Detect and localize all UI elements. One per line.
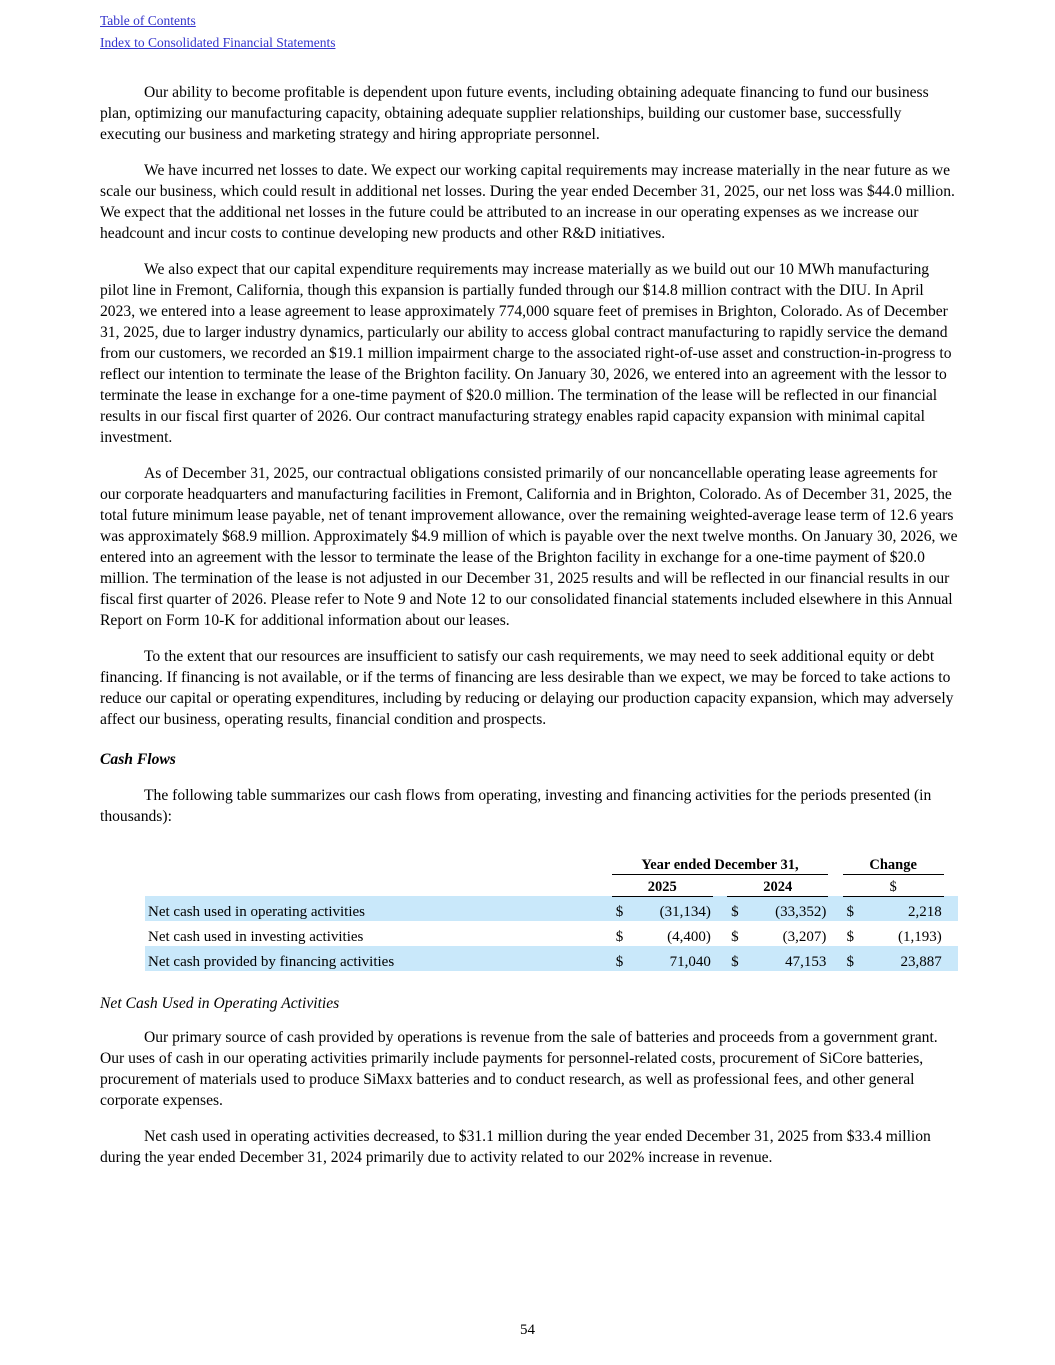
cash-flows-intro: The following table summarizes our cash flows from operating, investing and financing activities for the periods presented (in thousands): [100, 787, 932, 825]
paragraph-capital-expenditure: We also expect that our capital expenditure requirements may increase materially as we build out our 10 MWh manufacturing pilot line in Fremont, California, though this expansion is partially funded through our $14.8 million contract with the DIU. In April 2023, we entered into a lease agreement to lease approximately 774,000 square feet of premises in Brighton, Colorado. As of December 31, 2025, due to larger industry dynamics, particularly our ability to access global contract manufacturing to rapidly service the demand from our customers, we recorded an $19.1 million impairment charge to the associated right-of-use asset and construction-in-progress to reflect our intention to terminate the lease of the Brighton facility. On January 30, 2026, we entered into an agreement with the lessor to terminate the lease in exchange for a one-time payment of $20.0 million. The termination of the lease will be reflected in our financial results in our fiscal first quarter of 2026. Our contract manufacturing strategy enables rapid capacity expansion with minimal capital investment. [100, 261, 952, 446]
currency-symbol: $ [612, 946, 630, 971]
change-group-header: Change [843, 851, 944, 874]
value-2024: 47,153 [745, 946, 828, 971]
value-2024: (3,207) [782, 929, 827, 945]
value-2025: (31,134) [630, 896, 713, 921]
index-to-financial-statements-link[interactable]: Index to Consolidated Financial Statements [100, 35, 336, 50]
paragraph-resources: To the extent that our resources are insufficient to satisfy our cash requirements, we may need to seek additional equity or debt financing. If financing is not available, or if the terms of financing are less desirable than we expect, we may be forced to take actions to reduce our capital or operating expenditures, including by reducing or delaying our production capacity expansion, which may adversely affect our business, operating results, financial condition and prospects. [100, 648, 954, 728]
paragraph-profitability: Our ability to become profitable is dependent upon future events, including obtaining adequate financing to fund our business plan, optimizing our manufacturing capacity, obtaining adequate supplier relationships, building our customer base, successfully executing our business and marketing strategy and hiring appropriate personnel. [100, 84, 929, 143]
currency-symbol: $ [612, 896, 630, 921]
value-2025: 71,040 [630, 946, 713, 971]
top-links [100, 10, 958, 54]
currency-symbol: $ [843, 946, 861, 971]
table-subheader-row [145, 874, 958, 896]
currency-symbol: $ [843, 896, 861, 921]
table-row-financing [145, 946, 958, 971]
value-2025: (4,400) [667, 929, 711, 945]
table-row-operating [145, 896, 958, 921]
row-label: Net cash used in investing activities [148, 929, 364, 945]
row-label: Net cash used in operating activities [145, 896, 612, 921]
paragraph-operating-decrease: Net cash used in operating activities decreased, to $31.1 million during the year ended December 31, 2025 from $33.4 million during the year ended December 31, 2024 primarily due to activity related to our 202% increase in revenue. [100, 1128, 931, 1166]
column-header-change-dollar: $ [843, 874, 944, 896]
currency-symbol: $ [727, 946, 745, 971]
paragraph-net-losses: We have incurred net losses to date. We expect our working capital requirements may increase materially in the near future as we scale our business, which could result in additional net losses. During the year ended December 31, 2025, our net loss was $44.0 million. We expect that the additional net losses in the future could be attributed to an increase in our operating expenses as we increase our headcount and incur costs to continue developing new products and other R&D initiatives. [100, 162, 955, 242]
currency-symbol: $ [615, 929, 624, 945]
table-group-header-row [145, 851, 958, 874]
cash-flows-heading: Cash Flows [100, 751, 176, 768]
column-header-2025: 2025 [612, 874, 713, 896]
row-label: Net cash provided by financing activities [145, 946, 612, 971]
net-cash-operating-heading: Net Cash Used in Operating Activities [100, 995, 340, 1012]
cash-flow-table [145, 851, 958, 971]
paragraph-contractual-obligations: As of December 31, 2025, our contractual obligations consisted primarily of our noncancellable operating lease agreements for our corporate headquarters and manufacturing facilities in Fremont, California and in Brighton, Colorado. As of December 31, 2025, the total future minimum lease payable, net of tenant improvement allowance, over the remaining weighted-average lease term of 12.6 years was approximately $68.9 million. Approximately $4.9 million of which is payable over the next twelve months. On January 30, 2026, we entered into an agreement with the lessor to terminate the lease of the Brighton facility in exchange for a one-time payment of $20.0 million. The termination of the lease is not adjusted in our December 31, 2025 results and will be reflected in our financial results in our fiscal first quarter of 2026. Please refer to Note 9 and Note 12 to our consolidated financial statements included elsewhere in this Annual Report on Form 10-K for additional information about our leases. [100, 465, 958, 629]
value-change: 2,218 [861, 896, 944, 921]
table-row-investing [145, 921, 958, 946]
value-change: 23,887 [861, 946, 944, 971]
currency-symbol: $ [727, 896, 745, 921]
column-header-2024: 2024 [727, 874, 828, 896]
currency-symbol: $ [731, 929, 739, 945]
table-of-contents-link[interactable]: Table of Contents [100, 13, 196, 28]
currency-symbol: $ [846, 929, 855, 945]
year-ended-group-header: Year ended December 31, [612, 851, 829, 874]
page-number: 54 [520, 1322, 535, 1338]
value-change: (1,193) [898, 929, 942, 945]
paragraph-cash-sources: Our primary source of cash provided by operations is revenue from the sale of batteries and proceeds from a government grant. Our uses of cash in our operating activities primarily include payments for personnel-related costs, procurement of SiCore batteries, procurement of materials used to produce SiMaxx batteries and to conduct research, as well as professional fees, and other general corporate expenses. [100, 1029, 938, 1109]
value-2024: (33,352) [745, 896, 828, 921]
